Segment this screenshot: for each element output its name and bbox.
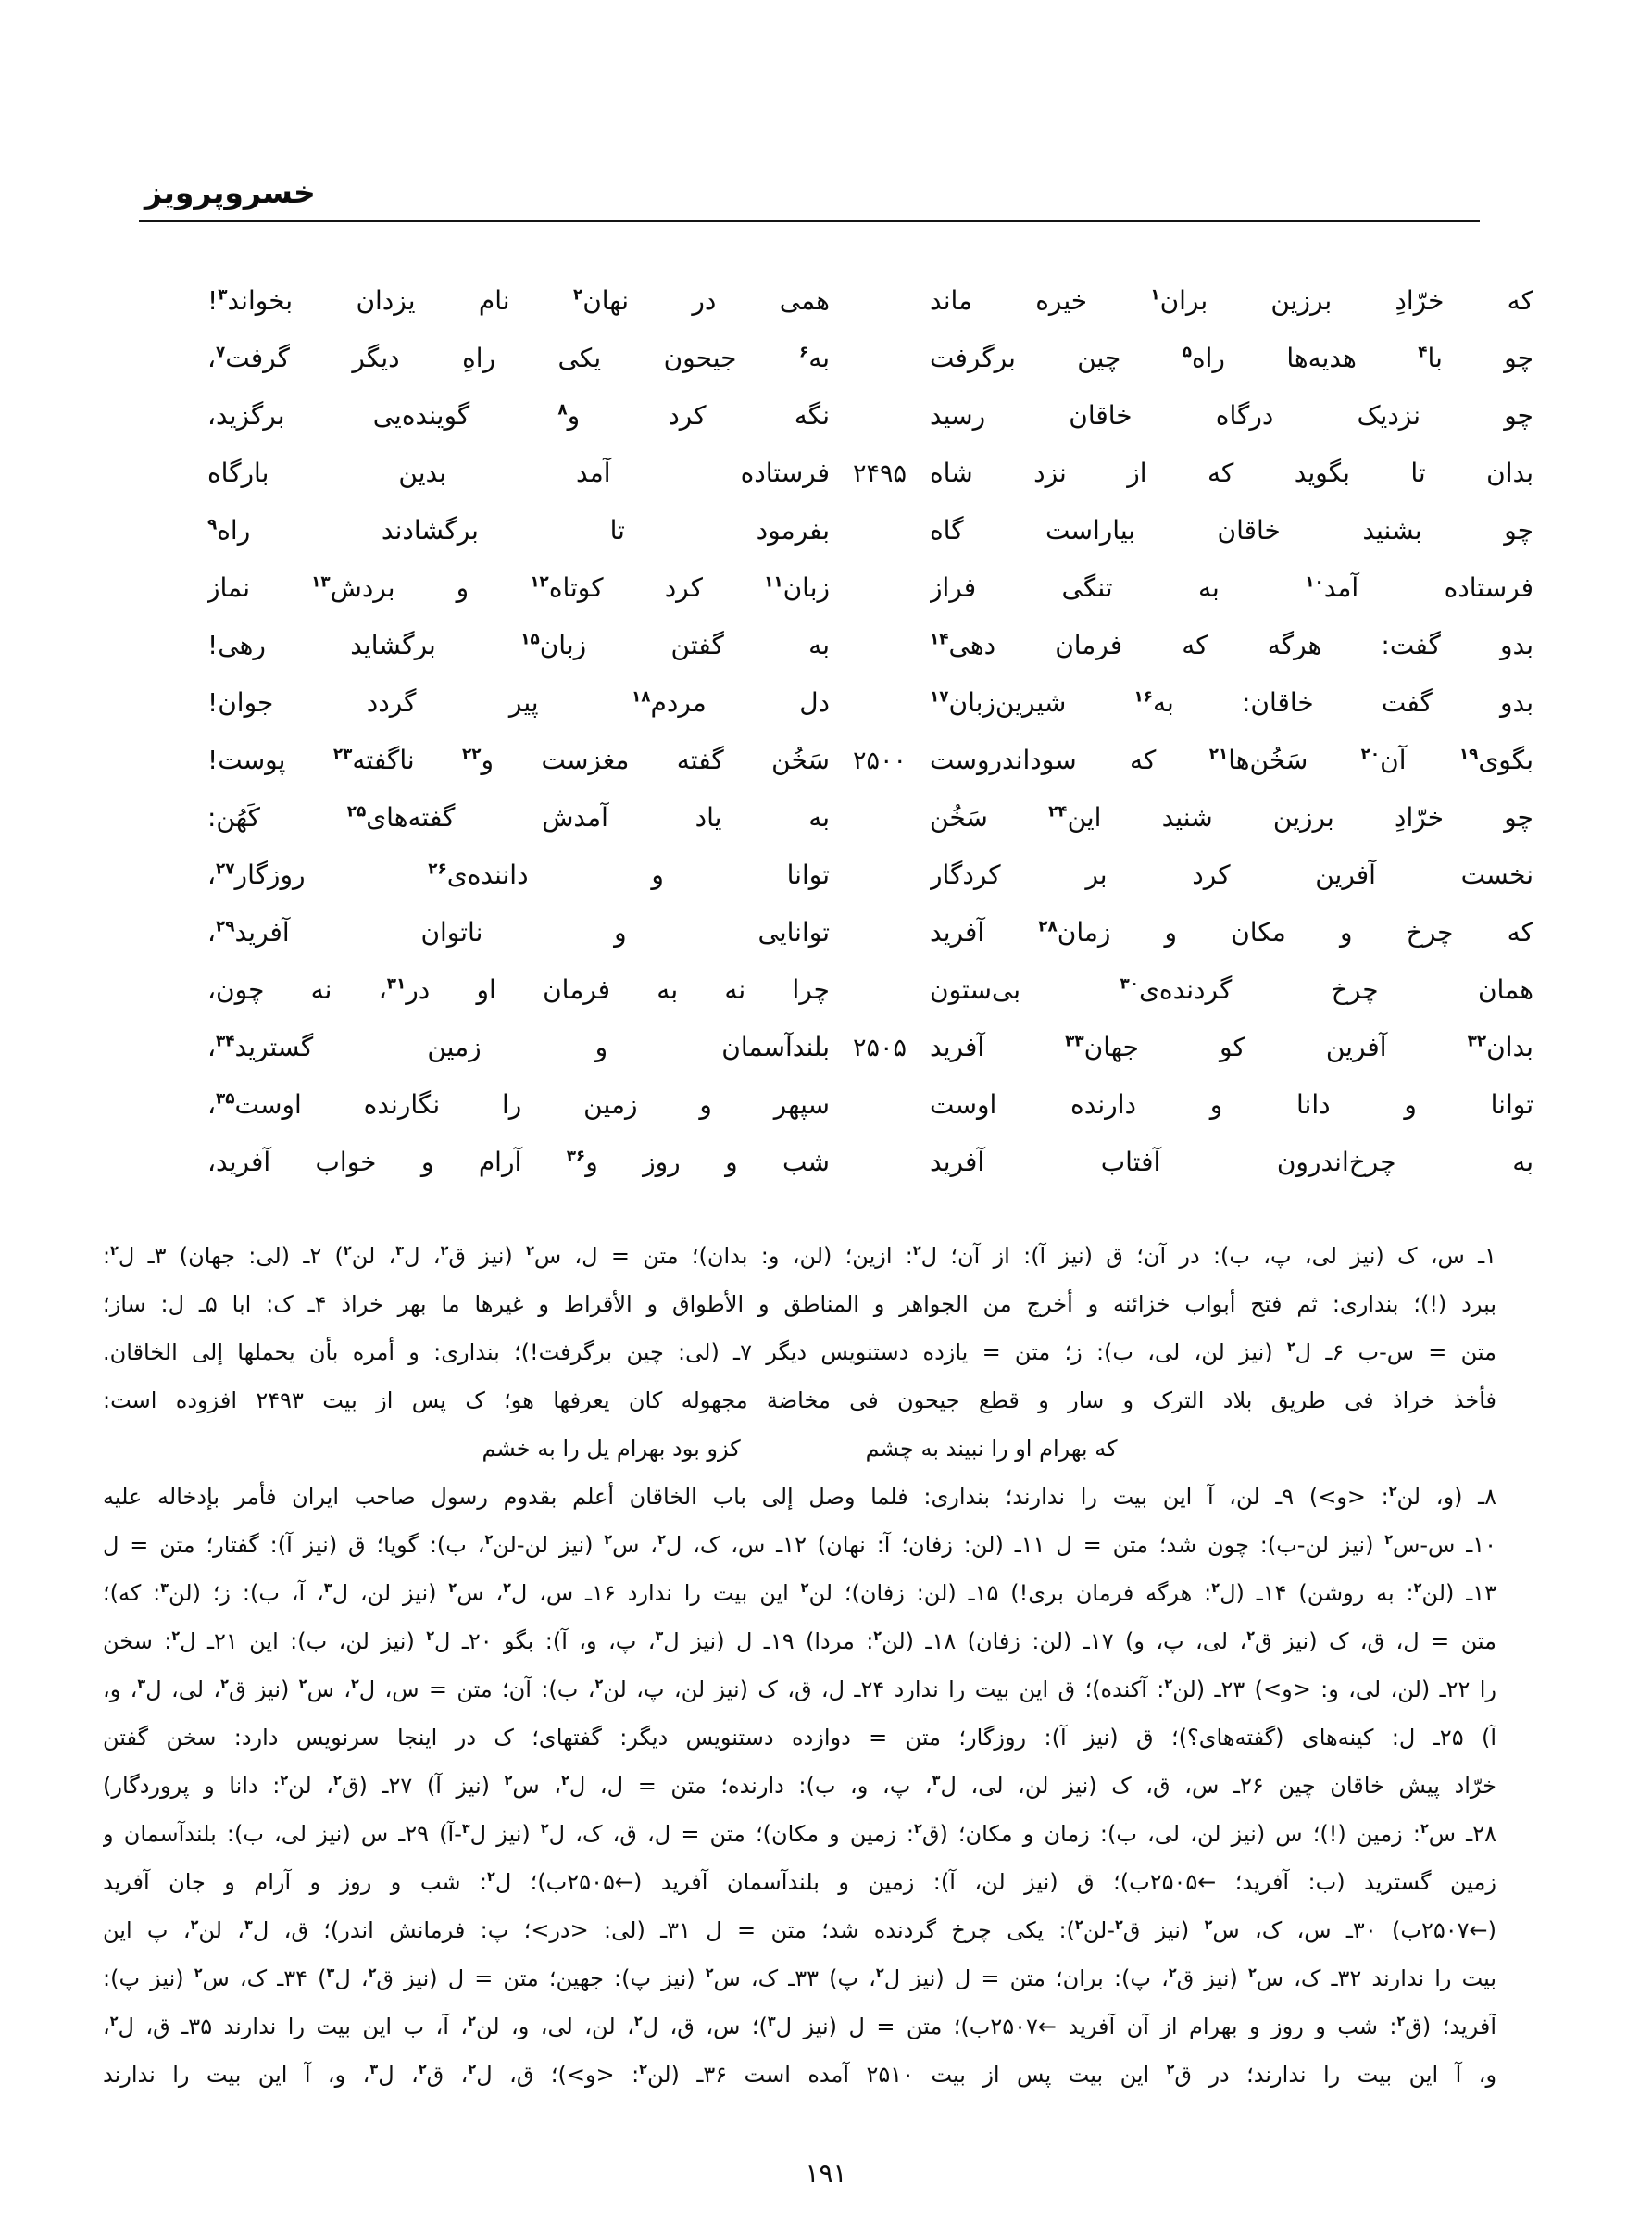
hemistich-second: بلندآسمان و زمین گسترید$^{۳۴}$، <box>207 1031 830 1062</box>
hemistich-second: سَخُن گفته مغزست و$^{۲۲}$ ناگفته$^{۲۳}$ پوست! <box>207 744 830 775</box>
hemistich-second: شب و روز و$^{۳۶}$ آرام و خواب آفرید، <box>207 1146 830 1177</box>
hemistich-second: فرستاده آمد بدین بارگاه <box>207 458 830 488</box>
verse-row <box>207 904 1533 961</box>
apparatus-line: زمین گسترید (ب: آفرید؛ ←۲۵۰۵ب)؛ ق (نیز لن، آ): زمین و بلندآسمان آفرید (←۲۵۰۵ب)؛ ل$^۲$: شب و روز و آرام و جان آفرید <box>103 1869 1496 1895</box>
hemistich-second: توانا و داننده‌ی$^{۲۶}$ روزگار$^{۲۷}$، <box>207 859 830 890</box>
inserted-verse-second-hemistich: کزو بود بهرام یل را به خشم <box>482 1436 741 1462</box>
hemistich-first: همان چرخ گردنده‌ی$^{۳۰}$ بی‌ستون <box>930 973 1533 1005</box>
apparatus-line: ببرد (!)؛ بنداری: ثم فتح أبواب خزائنه و أخرج من الجواهر و المناطق و الأطواق و الأقراط و غیرها ما بهر خراذ ۴ـ ک: ابا ۵ـ ل: ساز؛ <box>103 1291 1496 1317</box>
apparatus-line: ۸ـ (و، لن$^۲$: <و>) ۹ـ لن، آ این بیت را ندارند؛ بنداری: فلما وصل إلی باب الخاقان أعلم بقدوم رسول صاحب ایران فأمر بإدخاله علیه <box>103 1484 1496 1510</box>
hemistich-second: دل مردم$^{۱۸}$ پیر گردد جوان! <box>207 686 830 718</box>
hemistich-second: به گفتن زبان$^{۱۵}$ برگشاید رهی! <box>207 629 830 660</box>
apparatus-line: بیت را ندارند ۳۲ـ ک، س$^۲$ (نیز ق$^۲$، پ): بران؛ متن = ل (نیز ل$^۲$، پ) ۳۳ـ ک، س$^۲$ (نیز پ): جهین؛ متن = ل (نیز ق$^۲$، ل$^۳$) ۳۴ـ ک، س$^۲$ (نیز پ): <box>103 1965 1496 1991</box>
critical-apparatus <box>103 1232 1496 2099</box>
hemistich-first: چو با$^۴$ هدیه‌ها راه$^۵$ چین برگرفت <box>930 342 1533 373</box>
verse-row <box>207 559 1533 617</box>
verse-row <box>207 847 1533 904</box>
verse-row <box>207 789 1533 847</box>
apparatus-line: را ۲۲ـ (لن، لی، و: <و>) ۲۳ـ (لن$^۲$: آکنده)؛ ق این بیت را ندارد ۲۴ـ ل، ق، ک (نیز لن، پ، لن$^۲$، ب): آن؛ متن = س، ل$^۲$، س$^۲$ (نیز ق$^۲$، لی، ل$^۳$، و، <box>103 1676 1496 1702</box>
page-number: ۱۹۱ <box>805 2158 847 2189</box>
hemistich-first: بدو گفت: هرگه که فرمان دهی$^{۱۴}$ <box>930 629 1533 660</box>
apparatus-line: فأخذ خراذ فی طریق بلاد الترک و سار و قطع جیحون فی مخاضة مجهوله کان یعرفها هو؛ ک پس از بیت ۲۴۹۳ افزوده است: <box>103 1387 1496 1413</box>
hemistich-second: نگه کرد و$^۸$ گوینده‌یی برگزید، <box>207 399 830 431</box>
verse-row <box>207 1076 1533 1134</box>
verse-row <box>207 961 1533 1019</box>
verse-number: ۲۵۰۵ <box>852 1034 907 1062</box>
poem-block <box>207 272 1533 1191</box>
hemistich-second: همی در نهان$^۲$ نام یزدان بخواند$^۳$! <box>207 284 830 316</box>
verse-row <box>207 732 1533 789</box>
verse-row <box>207 674 1533 732</box>
running-head-title: خسروپرویز <box>144 174 316 210</box>
verse-row <box>207 502 1533 559</box>
verse-row <box>207 445 1533 502</box>
hemistich-first: بگوی$^{۱۹}$ آن$^{۲۰}$ سَخُن‌ها$^{۲۱}$ که سوداندروست <box>930 744 1533 775</box>
apparatus-inserted-verse <box>103 1424 1496 1473</box>
hemistich-second: توانایی و ناتوان آفرید$^{۲۹}$، <box>207 916 830 948</box>
hemistich-second: به$^۶$ جیحون یکی راهِ دیگر گرفت$^۷$، <box>207 342 830 373</box>
hemistich-first: که خرّادِ برزین بران$^۱$ خیره ماند <box>930 284 1533 316</box>
inserted-verse-first-hemistich: که بهرام او را نبیند به چشم <box>865 1436 1118 1462</box>
apparatus-line: (←۲۵۰۷ب) ۳۰ـ س، ک، س$^۲$ (نیز ق$^۲$-لن$^۲$): یکی چرخ گردنده شد؛ متن = ل ۳۱ـ (لی: <در>؛ پ: فرمانش اندر)؛ ق، ل$^۳$، لن$^۲$، پ این <box>103 1917 1496 1943</box>
hemistich-first: چو بشنید خاقان بیاراست گاه <box>930 515 1533 546</box>
hemistich-first: نخست آفرین کرد بر کردگار <box>930 860 1533 890</box>
header-rule <box>139 220 1480 222</box>
hemistich-first: به چرخ‌اندرون آفتاب آفرید <box>930 1147 1533 1177</box>
apparatus-line: ۱۳ـ (لن$^۲$: به روشن) ۱۴ـ (ل$^۲$: هرگه فرمان بری!) ۱۵ـ (لن: زفان)؛ لن$^۲$ این بیت را ندارد ۱۶ـ س، ل$^۲$، س$^۲$ (نیز لن، ل$^۳$، آ، ب): ز؛ (لن$^۳$: که)؛ <box>103 1580 1496 1606</box>
apparatus-line: متن = ل، ق، ک (نیز ق$^۲$، لی، پ، و) ۱۷ـ (لن: زفان) ۱۸ـ (لن$^۲$: مردا) ۱۹ـ ل (نیز ل$^۳$، پ، و، آ): بگو ۲۰ـ ل$^۲$ (نیز لن، ب): این ۲۱ـ ل$^۲$: سخن <box>103 1628 1496 1654</box>
apparatus-line: آ) ۲۵ـ ل: کینه‌های (گفته‌های؟)؛ ق (نیز آ): روزگار؛ متن = دوازده دستنویس دیگر: گفتهای؛ ک در اینجا سرنویس دارد: سخن گفتن <box>103 1725 1496 1751</box>
verse-row <box>207 387 1533 445</box>
hemistich-second: به یاد آمدش گفته‌های$^{۲۵}$ کَهُن: <box>207 801 830 833</box>
verse-row <box>207 272 1533 330</box>
hemistich-second: چرا نه به فرمان او در$^{۳۱}$، نه چون، <box>207 973 830 1005</box>
apparatus-line: خرّاد پیش خاقان چین ۲۶ـ س، ق، ک (نیز لن، لی، ل$^۳$، پ، و، ب): دارنده؛ متن = ل، ل$^۲$، س$^۲$ (نیز آ) ۲۷ـ (ق$^۲$، لن$^۲$: دانا و پروردگار) <box>103 1773 1496 1799</box>
verse-number: ۲۴۹۵ <box>852 459 907 488</box>
apparatus-line: آفرید؛ (ق$^۲$: شب و روز و بهرام از آن آفرید ←۲۵۰۷ب)؛ متن = ل (نیز ل$^۳$)؛ س، ق، ل$^۲$، لن، لی، و، لن$^۲$، آ، ب این بیت را ندارند ۳۵ـ ق، ل$^۲$، <box>103 2014 1496 2039</box>
hemistich-second: بفرمود تا برگشادند راه$^۹$ <box>207 514 830 546</box>
hemistich-first: بدان$^{۳۲}$ آفرین کو جهان$^{۳۳}$ آفرید <box>930 1031 1533 1062</box>
verse-row <box>207 330 1533 387</box>
hemistich-first: چو نزدیک درگاه خاقان رسید <box>930 400 1533 431</box>
hemistich-second: سپهر و زمین را نگارنده اوست$^{۳۵}$، <box>207 1088 830 1120</box>
apparatus-line: و، آ این بیت را ندارند؛ در ق$^۲$ این بیت پس از بیت ۲۵۱۰ آمده است ۳۶ـ (لن$^۲$: <و>)؛ ق، ل$^۲$، ق$^۲$، ل$^۳$، و، آ این بیت را ندارند <box>103 2062 1496 2088</box>
verse-row <box>207 1019 1533 1076</box>
hemistich-first: که چرخ و مکان و زمان$^{۲۸}$ آفرید <box>930 916 1533 948</box>
hemistich-first: توانا و دانا و دارنده اوست <box>930 1089 1533 1120</box>
hemistich-first: بدان تا بگوید که از نزد شاه <box>930 458 1533 488</box>
hemistich-first: بدو گفت خاقان: به$^{۱۶}$ شیرین‌زبان$^{۱۷}$ <box>930 686 1533 718</box>
verse-number: ۲۵۰۰ <box>852 747 907 775</box>
apparatus-line: ۲۸ـ س$^۲$: زمین (!)؛ س (نیز لن، لی، ب): زمان و مکان؛ (ق$^۲$: زمین و مکان)؛ متن = ل، ق، ک، ل$^۲$ (نیز ل$^۳$-آ) ۲۹ـ س (نیز لی، ب): بلندآسمان و <box>103 1821 1496 1847</box>
apparatus-line: متن = س-ب ۶ـ ل$^۲$ (نیز لن، لی، ب): ز؛ متن = یازده دستنویس دیگر ۷ـ (لی: چین برگرفت!)؛ بنداری: و أمره بأن یحملها إلی الخاقان. <box>103 1339 1496 1365</box>
verse-row <box>207 617 1533 674</box>
verse-row <box>207 1134 1533 1191</box>
hemistich-second: زبان$^{۱۱}$ کرد کوتاه$^{۱۲}$ و بردش$^{۱۳}$ نماز <box>207 571 830 603</box>
hemistich-first: فرستاده آمد$^{۱۰}$ به تنگی فراز <box>930 571 1533 603</box>
apparatus-line: ۱ـ س، ک (نیز لی، پ، ب): در آن؛ ق (نیز آ): از آن؛ ل$^۲$: ازین؛ (لن، و: بدان)؛ متن = ل، س$^۲$ (نیز ق$^۲$، ل$^۳$، لن$^۲$) ۲ـ (لی: جهان) ۳ـ ل$^۲$: <box>103 1243 1496 1269</box>
apparatus-line: ۱۰ـ س-س$^۲$ (نیز لن-ب): چون شد؛ متن = ل ۱۱ـ (لن: زفان؛ آ: نهان) ۱۲ـ س، ک، ل$^۲$، س$^۲$ (نیز لن-لن$^۲$، ب): گویا؛ ق (نیز آ): گفتار؛ متن = ل <box>103 1532 1496 1558</box>
hemistich-first: چو خرّادِ برزین شنید این$^{۲۴}$ سَخُن <box>930 801 1533 833</box>
